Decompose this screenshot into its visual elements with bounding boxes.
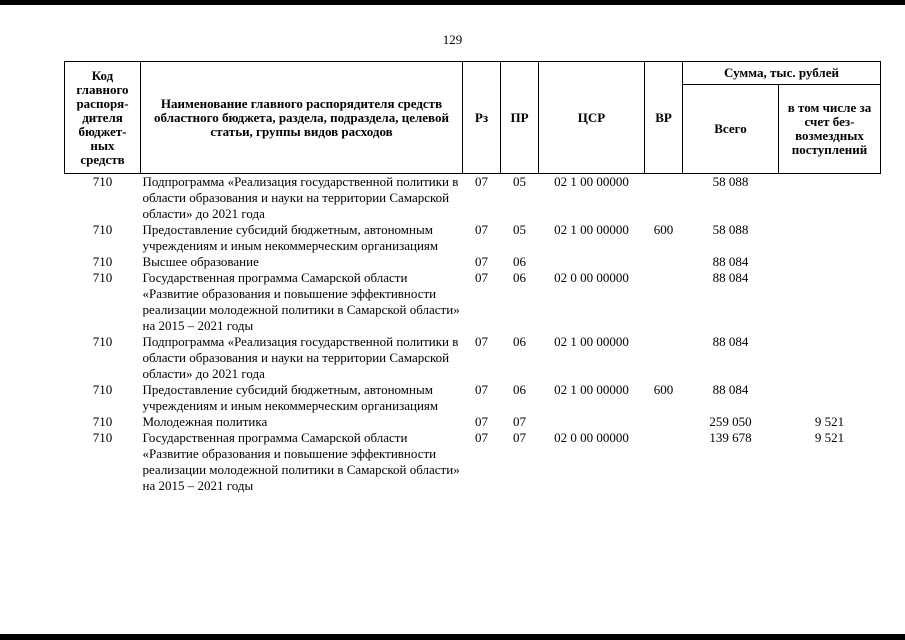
header-name: Наименование главного распорядителя средств областного бюджета, раздела, подраздела, целевой статьи, группы видов расходов [141,62,463,174]
cell-code: 710 [92,414,113,429]
scan-edge-top [0,0,905,5]
cell-vr [645,254,683,270]
cell-vr [645,334,683,382]
cell-csr: 02 1 00 00000 [554,222,629,237]
page-number: 129 [442,32,463,47]
cell-total: 259 050 [709,414,752,429]
cell-pr: 07 [513,414,526,429]
cell-csr: 02 0 00 00000 [554,270,629,285]
header-free: в том числе за счет без-возмездных поступлений [779,85,881,174]
cell-rz: 07 [475,254,488,269]
table-row [65,254,881,270]
cell-csr: 02 1 00 00000 [554,334,629,349]
cell-name: Подпрограмма «Реализация государственной политики в области образования и науки на территории Самарской области» до 2021 года [142,174,459,221]
cell-pr: 06 [513,270,526,285]
header-rz: Рз [463,62,501,174]
cell-vr [645,414,683,430]
cell-free [779,174,881,223]
budget-table [64,61,881,494]
cell-free [779,382,881,414]
cell-free [779,222,881,254]
cell-name: Государственная программа Самарской области «Развитие образования и повышение эффективности реализации молодежной политики в Самарской области» на 2015 – 2021 годы [142,270,460,333]
cell-csr [539,414,645,430]
header-sum-group: Сумма, тыс. рублей [683,62,881,85]
cell-free [779,254,881,270]
cell-rz: 07 [475,382,488,397]
cell-total: 58 088 [712,174,749,189]
cell-pr: 06 [513,334,526,349]
cell-name: Молодежная политика [142,414,268,429]
cell-vr [645,430,683,494]
cell-vr: 600 [653,382,674,397]
cell-rz: 07 [475,430,488,445]
cell-name: Государственная программа Самарской области «Развитие образования и повышение эффективности реализации молодежной политики в Самарской области» на 2015 – 2021 годы [142,430,460,493]
cell-code: 710 [92,430,113,445]
header-total: Всего [683,85,779,174]
cell-code: 710 [92,334,113,349]
cell-pr: 06 [513,382,526,397]
table-row [65,414,881,430]
cell-total: 58 088 [712,222,749,237]
cell-vr [645,174,683,223]
scan-edge-bottom [0,634,905,640]
header-pr: ПР [501,62,539,174]
cell-vr [645,270,683,334]
header-vr: ВР [645,62,683,174]
cell-csr: 02 0 00 00000 [554,430,629,445]
cell-total: 139 678 [709,430,752,445]
cell-code: 710 [92,174,113,189]
cell-name: Подпрограмма «Реализация государственной политики в области образования и науки на территории Самарской области» до 2021 года [142,334,459,381]
cell-total: 88 084 [712,254,749,269]
table-row [65,430,881,494]
cell-csr [539,254,645,270]
cell-pr: 07 [513,430,526,445]
cell-free: 9 521 [814,414,845,429]
cell-code: 710 [92,254,113,269]
cell-rz: 07 [475,270,488,285]
cell-free [779,334,881,382]
cell-code: 710 [92,222,113,237]
cell-rz: 07 [475,334,488,349]
table-row [65,222,881,254]
cell-free: 9 521 [814,430,845,445]
cell-rz: 07 [475,174,488,189]
cell-total: 88 084 [712,270,749,285]
cell-rz: 07 [475,222,488,237]
cell-csr: 02 1 00 00000 [554,174,629,189]
cell-pr: 05 [513,174,526,189]
header-csr: ЦСР [539,62,645,174]
table-row [65,174,881,223]
table-row [65,270,881,334]
cell-rz: 07 [475,414,488,429]
cell-name: Предоставление субсидий бюджетным, автономным учреждениям и иным некоммерческим организациям [142,222,439,253]
header-code: Код главного распоря-дителя бюджет-ных средств [65,62,141,174]
table-row [65,382,881,414]
cell-vr: 600 [653,222,674,237]
cell-pr: 06 [513,254,526,269]
table-row [65,334,881,382]
table-body [65,174,881,495]
cell-free [779,270,881,334]
cell-code: 710 [92,382,113,397]
cell-name: Предоставление субсидий бюджетным, автономным учреждениям и иным некоммерческим организациям [142,382,439,413]
cell-csr: 02 1 00 00000 [554,382,629,397]
cell-name: Высшее образование [142,254,259,269]
cell-total: 88 084 [712,382,749,397]
cell-total: 88 084 [712,334,749,349]
cell-code: 710 [92,270,113,285]
cell-pr: 05 [513,222,526,237]
